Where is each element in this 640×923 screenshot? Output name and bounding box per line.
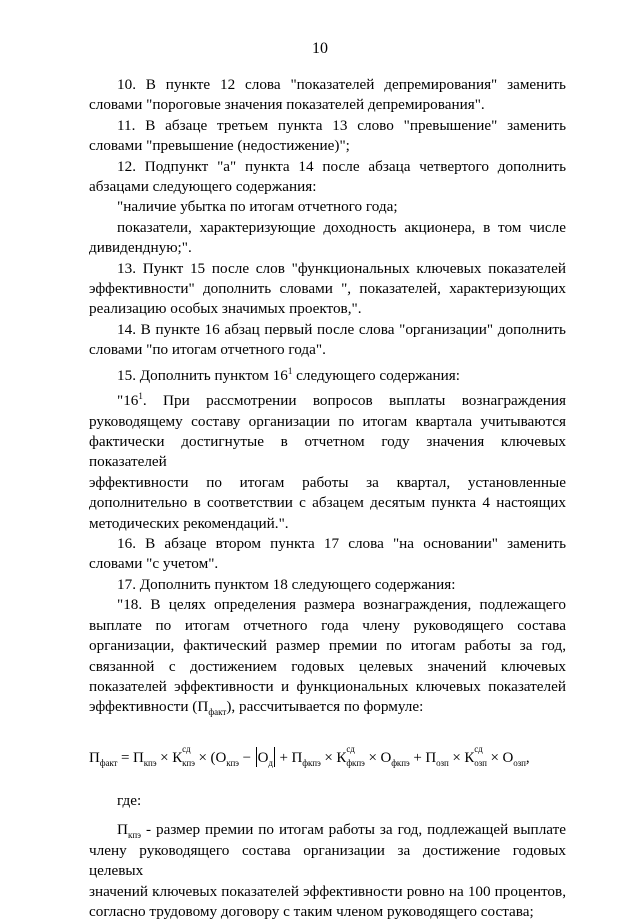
text-line: эффективности" дополнить словами ", показателей, характеризующих [89, 280, 566, 298]
p16-open: "16 [117, 392, 139, 410]
text-line: связанной с достижением годовых целевых значений ключевых [89, 657, 566, 675]
formula-symbol-k: К [336, 749, 347, 766]
formula-sub-fkpe: фкпэ [391, 757, 410, 768]
definition-line [89, 820, 566, 841]
text-line: 11. В абзаце третьем пункта 13 слово "превышение" заменить [117, 116, 566, 134]
text-line: словами "пороговые значения показателей депремирования". [89, 96, 485, 114]
formula-comma: , [525, 749, 530, 766]
formula-symbol-o: О [257, 749, 269, 766]
text-line: дивидендную;". [89, 239, 192, 257]
formula-minus: − [238, 749, 255, 766]
spacer [89, 812, 566, 820]
formula-sup-sd: сд [346, 743, 355, 754]
text-line: 13. Пункт 15 после слов "функциональных ключевых показателей [117, 259, 566, 277]
formula-paren: ( [210, 749, 216, 766]
formula-times: × [486, 749, 503, 766]
formula-sub-kpe: кпэ [226, 757, 239, 768]
amendments-block-2 [89, 412, 566, 698]
text-line: словами "по итогам отчетного года". [89, 341, 326, 359]
text-line: эффективности по итогам работы за квартал, установленные [89, 473, 566, 491]
text-line: 10. В пункте 12 слова "показателей депремирования" заменить [117, 76, 566, 93]
formula-sub-ozp: озп [513, 757, 526, 768]
text-line: словами "превышение (недостижение)"; [89, 137, 350, 155]
text-line: "18. В целях определения размера вознаграждения, подлежащего [117, 596, 566, 614]
formula-times: × [364, 749, 381, 766]
p15-text: 15. Дополнить пунктом 16 [117, 366, 288, 384]
formula-intro-tail: ), рассчитывается по формуле: [226, 698, 424, 716]
abs-bar [274, 747, 275, 767]
definition-symbol-sub: кпэ [127, 829, 142, 840]
text-line: 16. В абзаце втором пункта 17 слова "на основании" заменить [117, 535, 566, 553]
formula-sup-sd: сд [182, 743, 191, 754]
abs-bar [256, 747, 257, 767]
formula-equals: = [117, 749, 134, 766]
document-body [89, 75, 566, 923]
text-line: реализацию особых значимых проектов,". [89, 300, 362, 318]
text-line: 17. Дополнить пунктом 18 следующего содержания: [117, 575, 456, 593]
formula-sub-fakt: факт [99, 757, 118, 768]
formula-intro-text: эффективности (П [89, 698, 209, 716]
p15-superscript: 1 [287, 365, 293, 376]
formula-sub-ozp: озп [474, 757, 487, 768]
definition-text: - размер премии по итогам работы за год, подлежащей выплате [141, 820, 566, 838]
formula-supsub [474, 743, 487, 769]
formula-times: × [320, 749, 337, 766]
paragraph-15 [89, 361, 566, 386]
formula-symbol-k: К [172, 749, 183, 766]
text-line: руководящему составу организации по итогам квартала учитываются [89, 412, 566, 430]
formula-symbol-p: П [425, 749, 437, 766]
formula-symbol-p: П [133, 749, 144, 766]
where-label: где: [117, 792, 142, 810]
text-line: "наличие убытка по итогам отчетного года; [117, 198, 398, 216]
definition-symbol: П [117, 820, 128, 838]
formula-symbol-k: К [464, 749, 475, 766]
formula-sub-kpe: кпэ [182, 757, 195, 768]
formula-supsub [346, 743, 365, 769]
paragraph-16-1 [89, 386, 566, 411]
formula-symbol-o: О [215, 749, 227, 766]
formula-symbol-o: О [380, 749, 392, 766]
formula-sub-fkpe: фкпэ [302, 757, 321, 768]
formula-times: × [194, 749, 211, 766]
formula-sup-sd: сд [474, 743, 483, 754]
definition-block [89, 841, 566, 923]
formula-symbol-o: О [502, 749, 514, 766]
p16-superscript: 1 [138, 391, 143, 402]
text-line: организации, фактический размер премии по итогам работы за год, [89, 637, 566, 655]
text-line: абзацами следующего содержания: [89, 178, 317, 196]
text-line: словами "с учетом". [89, 555, 219, 573]
formula-plus: + [275, 749, 292, 766]
formula-symbol-p: П [291, 749, 303, 766]
text-line: показатели, характеризующие доходность акционера, в том числе [117, 218, 566, 236]
text-line: дополнительно в соответствии с абзацем десятым пункта 4 настоящих [89, 494, 566, 512]
premium-formula [89, 743, 566, 769]
text-line: методических рекомендаций.". [89, 514, 289, 532]
text-line: 14. В пункте 16 абзац первый после слова "организации" дополнить [117, 320, 566, 338]
formula-plus: + [409, 749, 426, 766]
formula-symbol-p: П [89, 749, 100, 766]
text-line: показателей эффективности и функциональных ключевых показателей [89, 677, 566, 695]
text-line: 12. Подпункт "а" пункта 14 после абзаца четвертого дополнить [117, 157, 566, 175]
page-number: 10 [312, 40, 328, 57]
text-line: фактически достигнутые в отчетном году значения ключевых показателей [89, 433, 566, 471]
p16-text: . При рассмотрении вопросов выплаты вознаграждения [142, 392, 566, 410]
formula-intro-sub: факт [208, 707, 227, 718]
formula-sub-kpe: кпэ [143, 757, 157, 768]
text-line: члену руководящего состава организации за достижение годовых целевых [89, 841, 566, 880]
formula-sub-ozp: озп [436, 757, 449, 768]
p15-text-tail: следующего содержания: [292, 366, 460, 384]
formula-supsub [182, 743, 195, 769]
formula-intro [89, 697, 566, 722]
text-line: выплате по итогам отчетного года члену руководящего состава [89, 616, 566, 634]
text-line: значений ключевых показателей эффективности ровно на 100 процентов, [89, 882, 566, 900]
amendments-block-1 [89, 75, 566, 361]
formula-sub-fkpe: фкпэ [346, 757, 365, 768]
formula-times: × [448, 749, 465, 766]
formula-times: × [156, 749, 173, 766]
formula-sub-d: д [268, 757, 273, 768]
text-line: согласно трудовому договору с таким членом руководящего состава; [89, 903, 534, 921]
